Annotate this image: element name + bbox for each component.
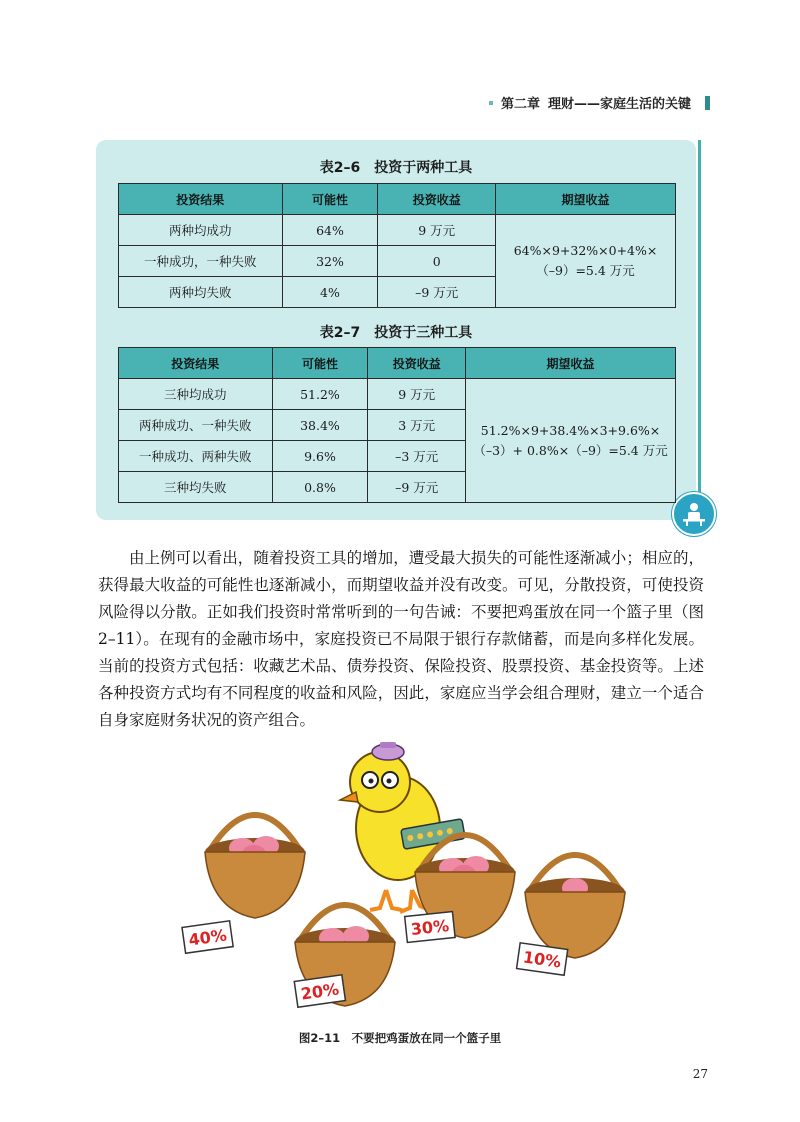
chapter-label: 第二章 <box>500 97 540 112</box>
col-header: 投资结果 <box>119 348 273 379</box>
expected-line: （–3）+ 0.8%×（–9）=5.4 万元 <box>473 442 668 458</box>
cell: 两种均失败 <box>119 277 283 308</box>
running-header <box>489 93 710 112</box>
table-header-row <box>119 184 676 215</box>
table-2-7-caption: 表2–7 投资于三种工具 <box>319 325 473 341</box>
cell: 4% <box>282 277 378 308</box>
cell: 一种成功，一种失败 <box>119 246 283 277</box>
cell: 两种均成功 <box>119 215 283 246</box>
col-header: 投资结果 <box>119 184 283 215</box>
col-header: 期望收益 <box>466 348 676 379</box>
header-bar <box>705 96 710 110</box>
cell: 51.2% <box>272 379 368 410</box>
col-header: 可能性 <box>282 184 378 215</box>
chick-baskets-illustration <box>180 740 640 1030</box>
table-2-6 <box>118 183 676 308</box>
percent-tag <box>294 975 345 1007</box>
col-header: 期望收益 <box>496 184 676 215</box>
table-2-6-caption: 表2–6 投资于两种工具 <box>319 160 473 176</box>
cell: 9 万元 <box>378 215 496 246</box>
cell: 38.4% <box>272 410 368 441</box>
cell: 64% <box>282 215 378 246</box>
body-text <box>98 545 704 734</box>
basket-icon <box>525 855 625 958</box>
col-header: 投资收益 <box>368 348 466 379</box>
tag-label: 40% <box>187 925 228 950</box>
page-number: 27 <box>692 1067 708 1081</box>
col-header: 可能性 <box>272 348 368 379</box>
tag-label: 30% <box>409 916 450 939</box>
percent-tag <box>182 921 233 953</box>
body-paragraph: 由上例可以看出，随着投资工具的增加，遭受最大损失的可能性逐渐减小；相应的，获得最大收益的可能性也逐渐减小，而期望收益并没有改变。可见，分散投资，可使投资风险得以分散。正如我们投资时常常听到的一句告诫：不要把鸡蛋放在同一个篮子里（图 2–11）。在现有的金融市场中，家庭投资已不局限于银行存款储蓄，而是向多样化发展。当前的投资方式包括：收藏艺术品、债券投资、保险投资、股票投资、基金投资等。上述各种投资方式均有不同程度的收益和风险，因此，家庭应当学会组合理财，建立一个适合自身家庭财务状况的资产组合。 <box>98 549 704 729</box>
cell: 两种成功、一种失败 <box>119 410 273 441</box>
teacher-icon <box>672 492 716 536</box>
cell: –9 万元 <box>368 472 466 503</box>
tag-label: 20% <box>299 979 341 1004</box>
table-row <box>119 215 676 246</box>
cell: –9 万元 <box>378 277 496 308</box>
cell: 3 万元 <box>368 410 466 441</box>
cell: 0 <box>378 246 496 277</box>
table-2-7 <box>118 347 676 503</box>
chapter-title: 理财——家庭生活的关键 <box>547 97 691 112</box>
cell: 三种均成功 <box>119 379 273 410</box>
basket-icon <box>205 815 305 918</box>
cell: 9.6% <box>272 441 368 472</box>
cell: 0.8% <box>272 472 368 503</box>
percent-tag <box>517 943 568 975</box>
header-dot <box>489 101 493 105</box>
col-header: 投资收益 <box>378 184 496 215</box>
cell: 9 万元 <box>368 379 466 410</box>
expected-line: 64%×9+32%×0+4%× <box>513 243 658 258</box>
cell: 32% <box>282 246 378 277</box>
tag-label: 10% <box>521 947 563 972</box>
cell: 一种成功、两种失败 <box>119 441 273 472</box>
figure-caption: 图2–11 不要把鸡蛋放在同一个篮子里 <box>298 1031 502 1045</box>
table-header-row <box>119 348 676 379</box>
table-row <box>119 379 676 410</box>
expected-line: （–9）=5.4 万元 <box>536 263 635 278</box>
cell: 三种均失败 <box>119 472 273 503</box>
side-accent-line <box>698 140 701 492</box>
expected-value-cell <box>496 215 676 308</box>
percent-tag <box>405 912 455 943</box>
cell: –3 万元 <box>368 441 466 472</box>
expected-value-cell <box>466 379 676 503</box>
expected-line: 51.2%×9+38.4%×3+9.6%× <box>480 422 661 438</box>
